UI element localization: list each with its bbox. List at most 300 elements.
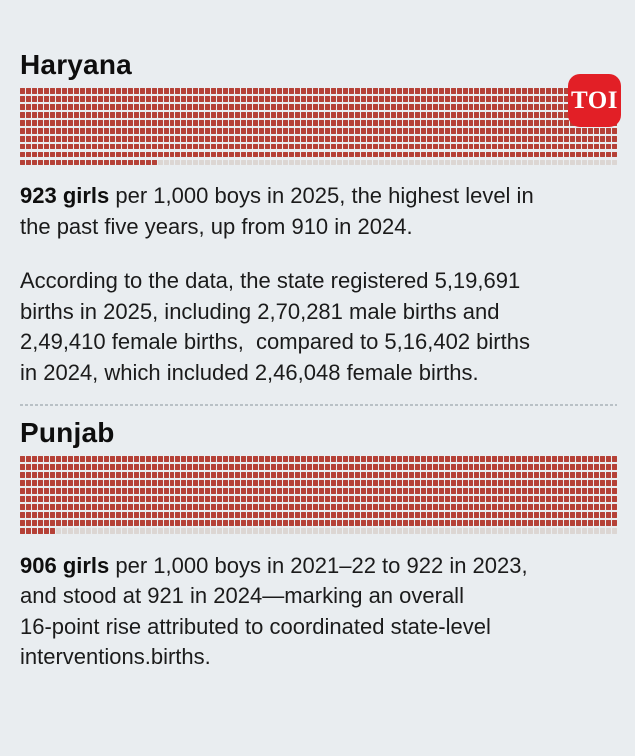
pictogram-cell [223,528,228,534]
pictogram-cell [606,480,611,486]
pictogram-cell [98,96,103,102]
pictogram-cell [391,88,396,94]
pictogram-cell [116,472,121,478]
pictogram-cell [474,520,479,526]
pictogram-cell [26,152,31,158]
pictogram-cell [283,144,288,150]
pictogram-cell [516,488,521,494]
pictogram-cell [68,464,73,470]
pictogram-cell [241,88,246,94]
pictogram-cell [56,120,61,126]
pictogram-cell [415,512,420,518]
pictogram-cell [469,144,474,150]
pictogram-cell [409,112,414,118]
pictogram-cell [516,528,521,534]
pictogram-cell [181,120,186,126]
pictogram-cell [373,480,378,486]
pictogram-cell [74,528,79,534]
pictogram-cell [259,504,264,510]
pictogram-cell [98,120,103,126]
pictogram-cell [86,496,91,502]
pictogram-cell [492,480,497,486]
pictogram-cell [20,128,25,134]
pictogram-cell [74,136,79,142]
pictogram-cell [469,512,474,518]
pictogram-cell [56,152,61,158]
pictogram-cell [38,120,43,126]
pictogram-cell [301,104,306,110]
pictogram-cell [68,120,73,126]
pictogram-cell [349,488,354,494]
pictogram-cell [445,112,450,118]
pictogram-cell [474,96,479,102]
pictogram-cell [205,128,210,134]
pictogram-cell [295,496,300,502]
pictogram-cell [86,160,91,166]
pictogram-cell [415,144,420,150]
pictogram-cell [373,88,378,94]
pictogram-cell [86,480,91,486]
pictogram-cell [271,120,276,126]
pictogram-cell [427,144,432,150]
pictogram-cell [241,96,246,102]
pictogram-cell [74,144,79,150]
pictogram-cell [409,144,414,150]
pictogram-cell [433,120,438,126]
pictogram-cell [62,512,67,518]
pictogram-cell [576,136,581,142]
pictogram-cell [26,504,31,510]
pictogram-cell [110,136,115,142]
pictogram-cell [271,96,276,102]
pictogram-cell [588,128,593,134]
pictogram-cell [68,496,73,502]
pictogram-cell [283,112,288,118]
pictogram-cell [140,472,145,478]
pictogram-cell [528,472,533,478]
pictogram-cell [211,504,216,510]
pictogram-cell [205,144,210,150]
pictogram-cell [86,128,91,134]
pictogram-cell [337,128,342,134]
pictogram-cell [403,136,408,142]
punjab-section-title: Punjab [20,417,115,449]
text-line: the past five years, up from 910 in 2024. [20,213,413,239]
pictogram-cell [612,128,617,134]
pictogram-cell [588,504,593,510]
pictogram-cell [427,512,432,518]
pictogram-cell [50,528,55,534]
pictogram-cell [122,104,127,110]
pictogram-cell [313,512,318,518]
pictogram-cell [337,504,342,510]
pictogram-cell [110,88,115,94]
pictogram-cell [570,160,575,166]
pictogram-cell [223,504,228,510]
pictogram-cell [433,496,438,502]
pictogram-cell [217,144,222,150]
pictogram-cell [415,128,420,134]
pictogram-cell [373,152,378,158]
pictogram-cell [367,120,372,126]
pictogram-cell [110,152,115,158]
pictogram-cell [193,528,198,534]
pictogram-cell [56,128,61,134]
pictogram-cell [325,112,330,118]
pictogram-cell [199,496,204,502]
pictogram-cell [463,88,468,94]
pictogram-cell [122,480,127,486]
pictogram-cell [522,504,527,510]
pictogram-cell [343,512,348,518]
pictogram-cell [361,120,366,126]
pictogram-cell [534,464,539,470]
pictogram-cell [391,472,396,478]
pictogram-cell [313,112,318,118]
pictogram-cell [534,120,539,126]
pictogram-cell [134,488,139,494]
pictogram-cell [122,96,127,102]
pictogram-cell [337,104,342,110]
pictogram-cell [229,160,234,166]
pictogram-cell [247,104,252,110]
pictogram-cell [349,456,354,462]
pictogram-cell [337,456,342,462]
pictogram-cell [164,504,169,510]
pictogram-cell [235,120,240,126]
pictogram-cell [367,96,372,102]
pictogram-cell [498,88,503,94]
pictogram-cell [193,496,198,502]
pictogram-cell [331,472,336,478]
pictogram-cell [211,480,216,486]
pictogram-cell [223,520,228,526]
pictogram-cell [474,472,479,478]
pictogram-cell [164,152,169,158]
pictogram-cell [175,136,180,142]
pictogram-cell [271,160,276,166]
pictogram-cell [134,144,139,150]
pictogram-cell [74,520,79,526]
pictogram-cell [26,144,31,150]
pictogram-cell [486,472,491,478]
pictogram-cell [140,96,145,102]
pictogram-cell [439,120,444,126]
pictogram-cell [146,512,151,518]
pictogram-cell [241,528,246,534]
pictogram-cell [361,136,366,142]
pictogram-cell [343,152,348,158]
pictogram-cell [253,504,258,510]
pictogram-cell [20,528,25,534]
pictogram-cell [504,88,509,94]
pictogram-cell [457,152,462,158]
pictogram-cell [480,456,485,462]
pictogram-cell [522,464,527,470]
pictogram-cell [451,144,456,150]
pictogram-cell [68,488,73,494]
pictogram-cell [313,152,318,158]
pictogram-cell [319,488,324,494]
pictogram-cell [463,480,468,486]
pictogram-cell [193,120,198,126]
pictogram-cell [421,144,426,150]
pictogram-cell [301,96,306,102]
pictogram-cell [235,128,240,134]
pictogram-cell [205,528,210,534]
pictogram-cell [469,456,474,462]
pictogram-cell [146,152,151,158]
pictogram-cell [265,136,270,142]
pictogram-cell [110,96,115,102]
pictogram-cell [38,136,43,142]
pictogram-cell [92,136,97,142]
pictogram-cell [451,464,456,470]
pictogram-cell [38,472,43,478]
pictogram-cell [56,472,61,478]
pictogram-cell [164,128,169,134]
pictogram-cell [205,456,210,462]
pictogram-cell [325,464,330,470]
pictogram-cell [307,88,312,94]
pictogram-cell [86,504,91,510]
pictogram-cell [504,112,509,118]
pictogram-cell [164,488,169,494]
pictogram-cell [277,472,282,478]
pictogram-cell [92,528,97,534]
pictogram-cell [152,464,157,470]
pictogram-cell [421,104,426,110]
pictogram-cell [307,96,312,102]
pictogram-cell [175,504,180,510]
pictogram-cell [319,152,324,158]
pictogram-cell [175,160,180,166]
pictogram-cell [355,456,360,462]
pictogram-cell [38,496,43,502]
pictogram-cell [486,128,491,134]
pictogram-cell [199,504,204,510]
pictogram-cell [199,128,204,134]
pictogram-cell [271,480,276,486]
pictogram-cell [301,520,306,526]
pictogram-cell [247,472,252,478]
pictogram-cell [217,456,222,462]
pictogram-cell [319,88,324,94]
pictogram-cell [26,120,31,126]
pictogram-cell [146,496,151,502]
punjab-stat-value: 906 girls [20,552,110,578]
pictogram-cell [415,464,420,470]
pictogram-cell [463,112,468,118]
pictogram-cell [397,144,402,150]
pictogram-cell [92,112,97,118]
pictogram-cell [397,136,402,142]
pictogram-cell [373,160,378,166]
pictogram-cell [307,528,312,534]
pictogram-cell [534,512,539,518]
pictogram-cell [283,496,288,502]
pictogram-cell [385,152,390,158]
pictogram-cell [492,104,497,110]
pictogram-cell [385,464,390,470]
pictogram-cell [612,136,617,142]
pictogram-cell [116,480,121,486]
pictogram-cell [223,456,228,462]
pictogram-cell [32,144,37,150]
pictogram-cell [122,456,127,462]
pictogram-cell [277,128,282,134]
pictogram-cell [600,464,605,470]
pictogram-cell [528,120,533,126]
pictogram-cell [534,144,539,150]
pictogram-cell [379,144,384,150]
pictogram-cell [474,456,479,462]
pictogram-cell [373,488,378,494]
pictogram-cell [564,464,569,470]
pictogram-cell [498,136,503,142]
pictogram-cell [564,520,569,526]
pictogram-cell [68,96,73,102]
pictogram-cell [492,112,497,118]
pictogram-cell [522,160,527,166]
pictogram-cell [265,456,270,462]
pictogram-cell [433,520,438,526]
pictogram-cell [122,144,127,150]
pictogram-cell [223,496,228,502]
pictogram-cell [307,488,312,494]
pictogram-cell [325,528,330,534]
pictogram-cell [379,128,384,134]
pictogram-cell [146,528,151,534]
pictogram-cell [516,496,521,502]
pictogram-cell [44,496,49,502]
pictogram-cell [552,160,557,166]
pictogram-cell [403,160,408,166]
pictogram-cell [480,112,485,118]
pictogram-cell [403,112,408,118]
pictogram-cell [534,152,539,158]
pictogram-cell [606,512,611,518]
pictogram-cell [271,464,276,470]
pictogram-cell [44,144,49,150]
pictogram-cell [546,136,551,142]
pictogram-cell [570,144,575,150]
pictogram-cell [415,456,420,462]
pictogram-cell [50,456,55,462]
pictogram-cell [516,472,521,478]
pictogram-cell [325,128,330,134]
pictogram-cell [433,144,438,150]
pictogram-cell [289,504,294,510]
pictogram-cell [546,504,551,510]
pictogram-cell [528,480,533,486]
pictogram-cell [229,120,234,126]
pictogram-cell [594,512,599,518]
text-fragment: per 1,000 boys in 2021–22 to 922 in 2023, [109,552,528,578]
pictogram-cell [307,512,312,518]
pictogram-cell [439,488,444,494]
pictogram-cell [301,488,306,494]
pictogram-cell [373,472,378,478]
pictogram-cell [546,112,551,118]
pictogram-cell [283,160,288,166]
pictogram-cell [175,112,180,118]
pictogram-cell [486,464,491,470]
pictogram-cell [540,152,545,158]
pictogram-cell [319,456,324,462]
pictogram-cell [80,112,85,118]
pictogram-cell [516,96,521,102]
pictogram-cell [343,464,348,470]
pictogram-cell [397,480,402,486]
pictogram-cell [50,112,55,118]
pictogram-cell [140,488,145,494]
pictogram-cell [211,160,216,166]
pictogram-cell [38,96,43,102]
pictogram-cell [355,480,360,486]
pictogram-cell [480,144,485,150]
pictogram-cell [217,520,222,526]
pictogram-cell [528,528,533,534]
pictogram-cell [313,88,318,94]
pictogram-cell [409,136,414,142]
pictogram-cell [337,88,342,94]
pictogram-cell [80,88,85,94]
pictogram-cell [146,456,151,462]
pictogram-cell [128,528,133,534]
pictogram-cell [44,464,49,470]
pictogram-cell [164,120,169,126]
pictogram-cell [463,152,468,158]
pictogram-cell [588,520,593,526]
pictogram-cell [217,152,222,158]
pictogram-cell [164,136,169,142]
pictogram-cell [265,520,270,526]
pictogram-cell [74,160,79,166]
pictogram-cell [20,160,25,166]
pictogram-cell [205,520,210,526]
pictogram-cell [193,512,198,518]
pictogram-cell [253,456,258,462]
pictogram-cell [570,488,575,494]
pictogram-cell [170,504,175,510]
pictogram-cell [361,504,366,510]
pictogram-cell [98,104,103,110]
pictogram-cell [32,456,37,462]
pictogram-cell [576,144,581,150]
pictogram-cell [92,504,97,510]
pictogram-cell [445,472,450,478]
pictogram-cell [570,456,575,462]
pictogram-cell [50,96,55,102]
pictogram-cell [433,112,438,118]
pictogram-cell [331,104,336,110]
pictogram-cell [379,488,384,494]
pictogram-cell [128,480,133,486]
pictogram-cell [283,456,288,462]
pictogram-cell [38,152,43,158]
pictogram-cell [265,504,270,510]
pictogram-cell [283,120,288,126]
pictogram-cell [606,152,611,158]
pictogram-cell [170,144,175,150]
pictogram-cell [217,464,222,470]
pictogram-cell [205,120,210,126]
pictogram-cell [38,112,43,118]
pictogram-cell [415,136,420,142]
pictogram-cell [134,152,139,158]
pictogram-cell [80,96,85,102]
